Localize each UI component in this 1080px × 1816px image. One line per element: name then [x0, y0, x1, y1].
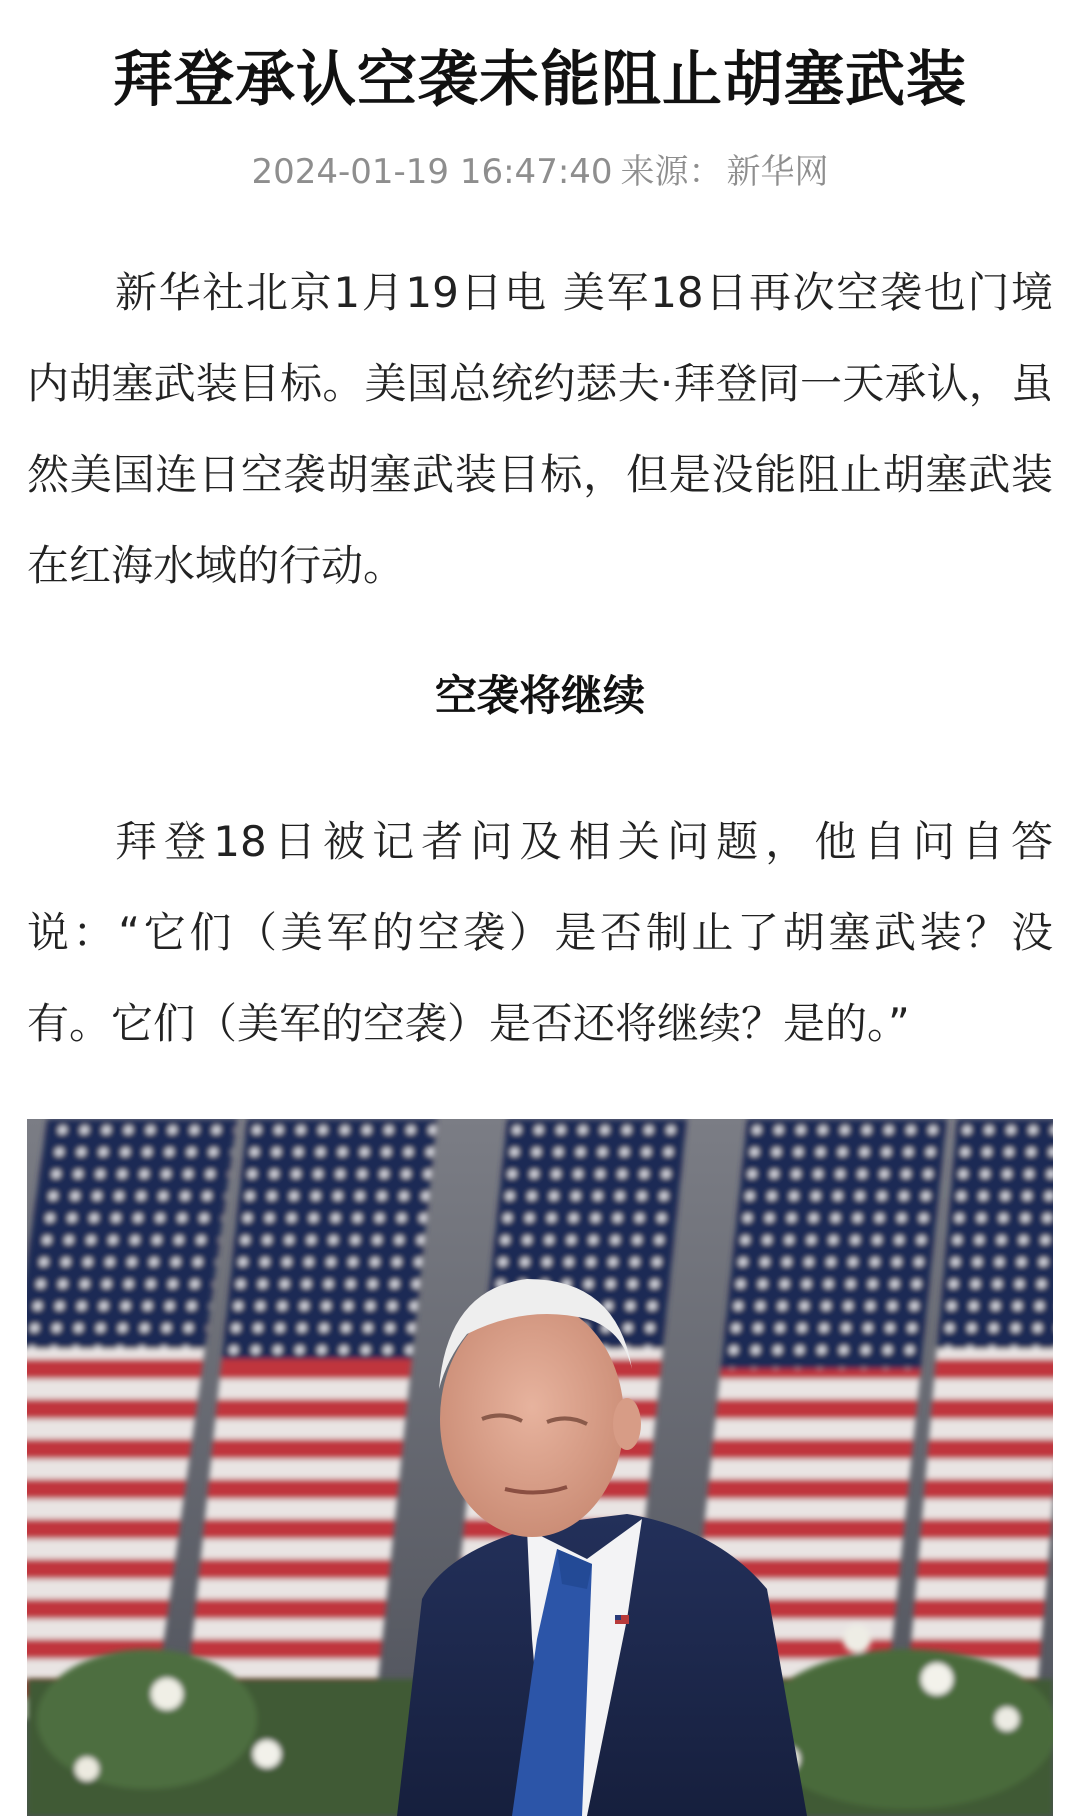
news-photo[interactable] — [27, 1119, 1053, 1816]
article-meta — [0, 148, 1080, 196]
publish-datetime: 2024-01-19 16:47:40 — [251, 152, 613, 192]
source-label: 来源： — [620, 152, 723, 192]
photo-illustration — [27, 1119, 1053, 1816]
article-paragraph: 新华社北京1月19日电 美军18日再次空袭也门境内胡塞武装目标。美国总统约瑟夫·拜登同一天承认，虽然美国连日空袭胡塞武装目标，但是没能阻止胡塞武装在红海水域的行动。 — [27, 268, 1053, 590]
source-name[interactable]: 新华网 — [726, 152, 829, 192]
article-title: 拜登承认空袭未能阻止胡塞武装 — [113, 45, 967, 115]
section-heading: 空袭将继续 — [434, 671, 645, 720]
article-paragraph: 拜登18日被记者问及相关问题，他自问自答说：“它们（美军的空袭）是否制止了胡塞武装？没有。它们（美军的空袭）是否还将继续？是的。” — [27, 817, 1053, 1048]
